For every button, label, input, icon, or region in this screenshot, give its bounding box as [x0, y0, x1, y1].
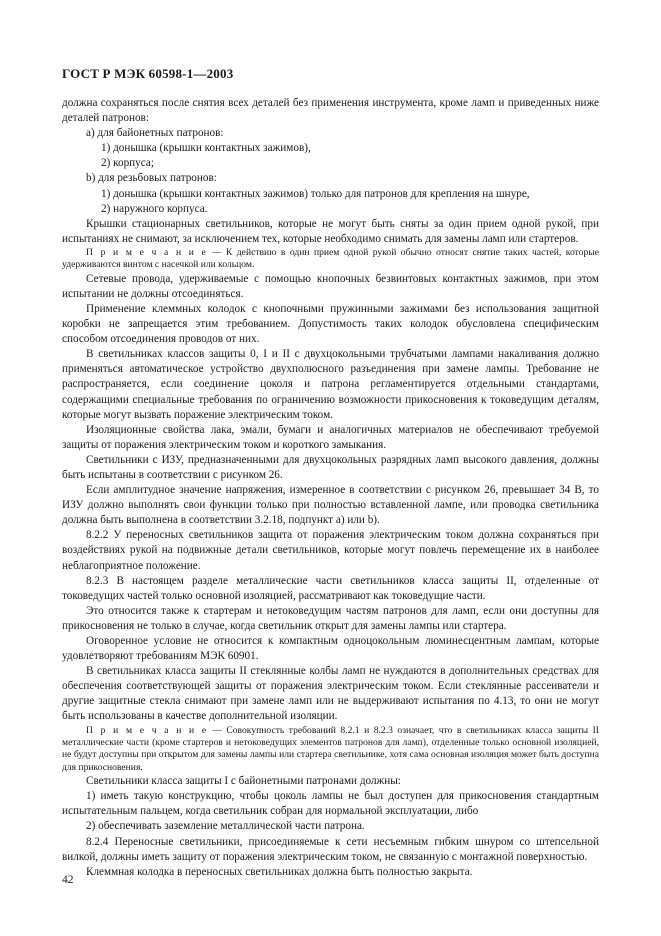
body-paragraph: 8.2.2 У переносных светильников защита от поражения электрическим током должна сохраняться при воздействиях рукой на подвижные детали светильников, которые могут повлечь перемещение их в наиболее неблагоприятное положение.	[62, 529, 599, 572]
body-paragraph: Клеммная колодка в переносных светильниках должна быть полностью закрыта.	[86, 865, 473, 878]
body-paragraph: должна сохраняться после снятия всех деталей без применения инструмента, кроме ламп и приведенных ниже деталей патронов:	[62, 97, 599, 125]
body-paragraph: Если амплитудное значение напряжения, измеренное в соответствии с рисунком 26, превышает 34 В, то ИЗУ должно выполнять свои функции только при полностью вставленной лампе, или проводка светильника должна быть выполнена в соответствии 3.2.18, подпункт а) или b).	[62, 484, 599, 527]
list-item: 2) корпуса;	[101, 157, 154, 170]
note-label: П р и м е ч а н и е	[86, 724, 208, 736]
note-text: — Совокупность требований 8.2.1 и 8.2.3 означает, что в светильниках класса защиты II металлические части (кроме стартеров и нетоковедущих элементов патронов для ламп), отделенные только основной изоляцией, не будут доступны при открытом для замены лампы или стартера светильнике, хотя сама основная изоляция может быть доступна для прикосновения.	[62, 724, 599, 773]
body-paragraph: В светильниках класса защиты II стеклянные колбы ламп не нуждаются в дополнительных средствах для обеспечения соответствующей защиты от поражения электрическим током. Если стеклянные рассеиватели и другие защитные стекла снимают при замене ламп или не выдерживают испытания по 4.13, то они не могут быть использованы в качестве дополнительной изоляции.	[62, 665, 599, 723]
body-paragraph: Светильники класса защиты I с байонетными патронами должны:	[86, 775, 401, 788]
list-item: 1) донышка (крышки контактных зажимов) только для патронов для крепления на шнуре,	[101, 187, 530, 200]
body-paragraph: Сетевые провода, удерживаемые с помощью кнопочных безвинтовых контактных зажимов, при этом испытании не должны отсоединяться.	[62, 272, 599, 300]
note-text: — К действию в один прием одной рукой обычно относят снятие таких частей, которые удерживаются винтом с насечкой или кольцом.	[62, 246, 599, 271]
body-paragraph: 1) иметь такую конструкцию, чтобы цоколь лампы не был доступен для прикосновения стандартным испытательным пальцем, когда светильник собран для нормальной эксплуатации, либо	[62, 790, 599, 818]
body-paragraph: В светильниках классов защиты 0, I и II с двухцокольными трубчатыми лампами накаливания должно применяться автоматическое устройство двухполюсного разъединения при замене лампы. Требование не распространяется, если соединение цоколя и патрона регламентируется отдельными стандартами, содержащими специальные требования по ограничению возможности прикосновения к токоведущим деталям, которые могут вызвать поражение электрическим током.	[62, 348, 599, 421]
note-paragraph	[62, 247, 599, 272]
list-item: b) для резьбовых патронов:	[86, 172, 217, 185]
body-paragraph: 8.2.3 В настоящем разделе металлические части светильников класса защиты II, отделенные от токоведущих частей только основной изоляцией, рассматривают как токоведущие части.	[62, 574, 599, 602]
note-label: П р и м е ч а н и е	[86, 246, 208, 258]
document-body	[62, 96, 599, 880]
body-paragraph: Оговоренное условие не относится к компактным одноцокольным люминесцентным лампам, которые удовлетворяют требованиям МЭК 60901.	[62, 635, 599, 663]
page-number: 42	[62, 874, 74, 886]
note-paragraph	[62, 725, 599, 775]
list-item: а) для байонетных патронов:	[86, 127, 224, 140]
body-paragraph: Изоляционные свойства лака, эмали, бумаги и аналогичных материалов не обеспечивают требуемой защиты от поражения электрическим током и короткого замыкания.	[62, 423, 599, 451]
body-paragraph: Применение клеммных колодок с кнопочными пружинными зажимами без использования защитной коробки не запрещается этим требованием. Допустимость таких колодок обусловлена специфическим способом отсоединения проводов от них.	[62, 302, 599, 346]
body-paragraph: Крышки стационарных светильников, которые не могут быть сняты за один прием одной рукой, при испытаниях не снимают, за исключением тех, которые необходимо снимать для замены ламп или стартеров.	[62, 217, 599, 245]
body-paragraph: Это относится также к стартерам и нетоковедущим частям патронов для ламп, если они доступны для прикосновения не только в случае, когда светильник открыт для замены лампы или стартера.	[62, 604, 599, 632]
standard-header: ГОСТ Р МЭК 60598-1—2003	[62, 66, 234, 81]
list-item: 1) донышка (крышки контактных зажимов),	[101, 142, 311, 155]
list-item: 2) наружного корпуса.	[101, 202, 208, 215]
body-paragraph: Светильники с ИЗУ, предназначенными для двухцокольных разрядных ламп высокого давления, должны быть испытаны в соответствии с рисунком 26.	[62, 453, 599, 481]
body-paragraph: 2) обеспечивать заземление металлической части патрона.	[86, 820, 365, 833]
body-paragraph: 8.2.4 Переносные светильники, присоединяемые к сети несъемным гибким шнуром со штепсельной вилкой, должны иметь защиту от поражения электрическим током, не связанную с монтажной поверхностью.	[62, 835, 599, 863]
